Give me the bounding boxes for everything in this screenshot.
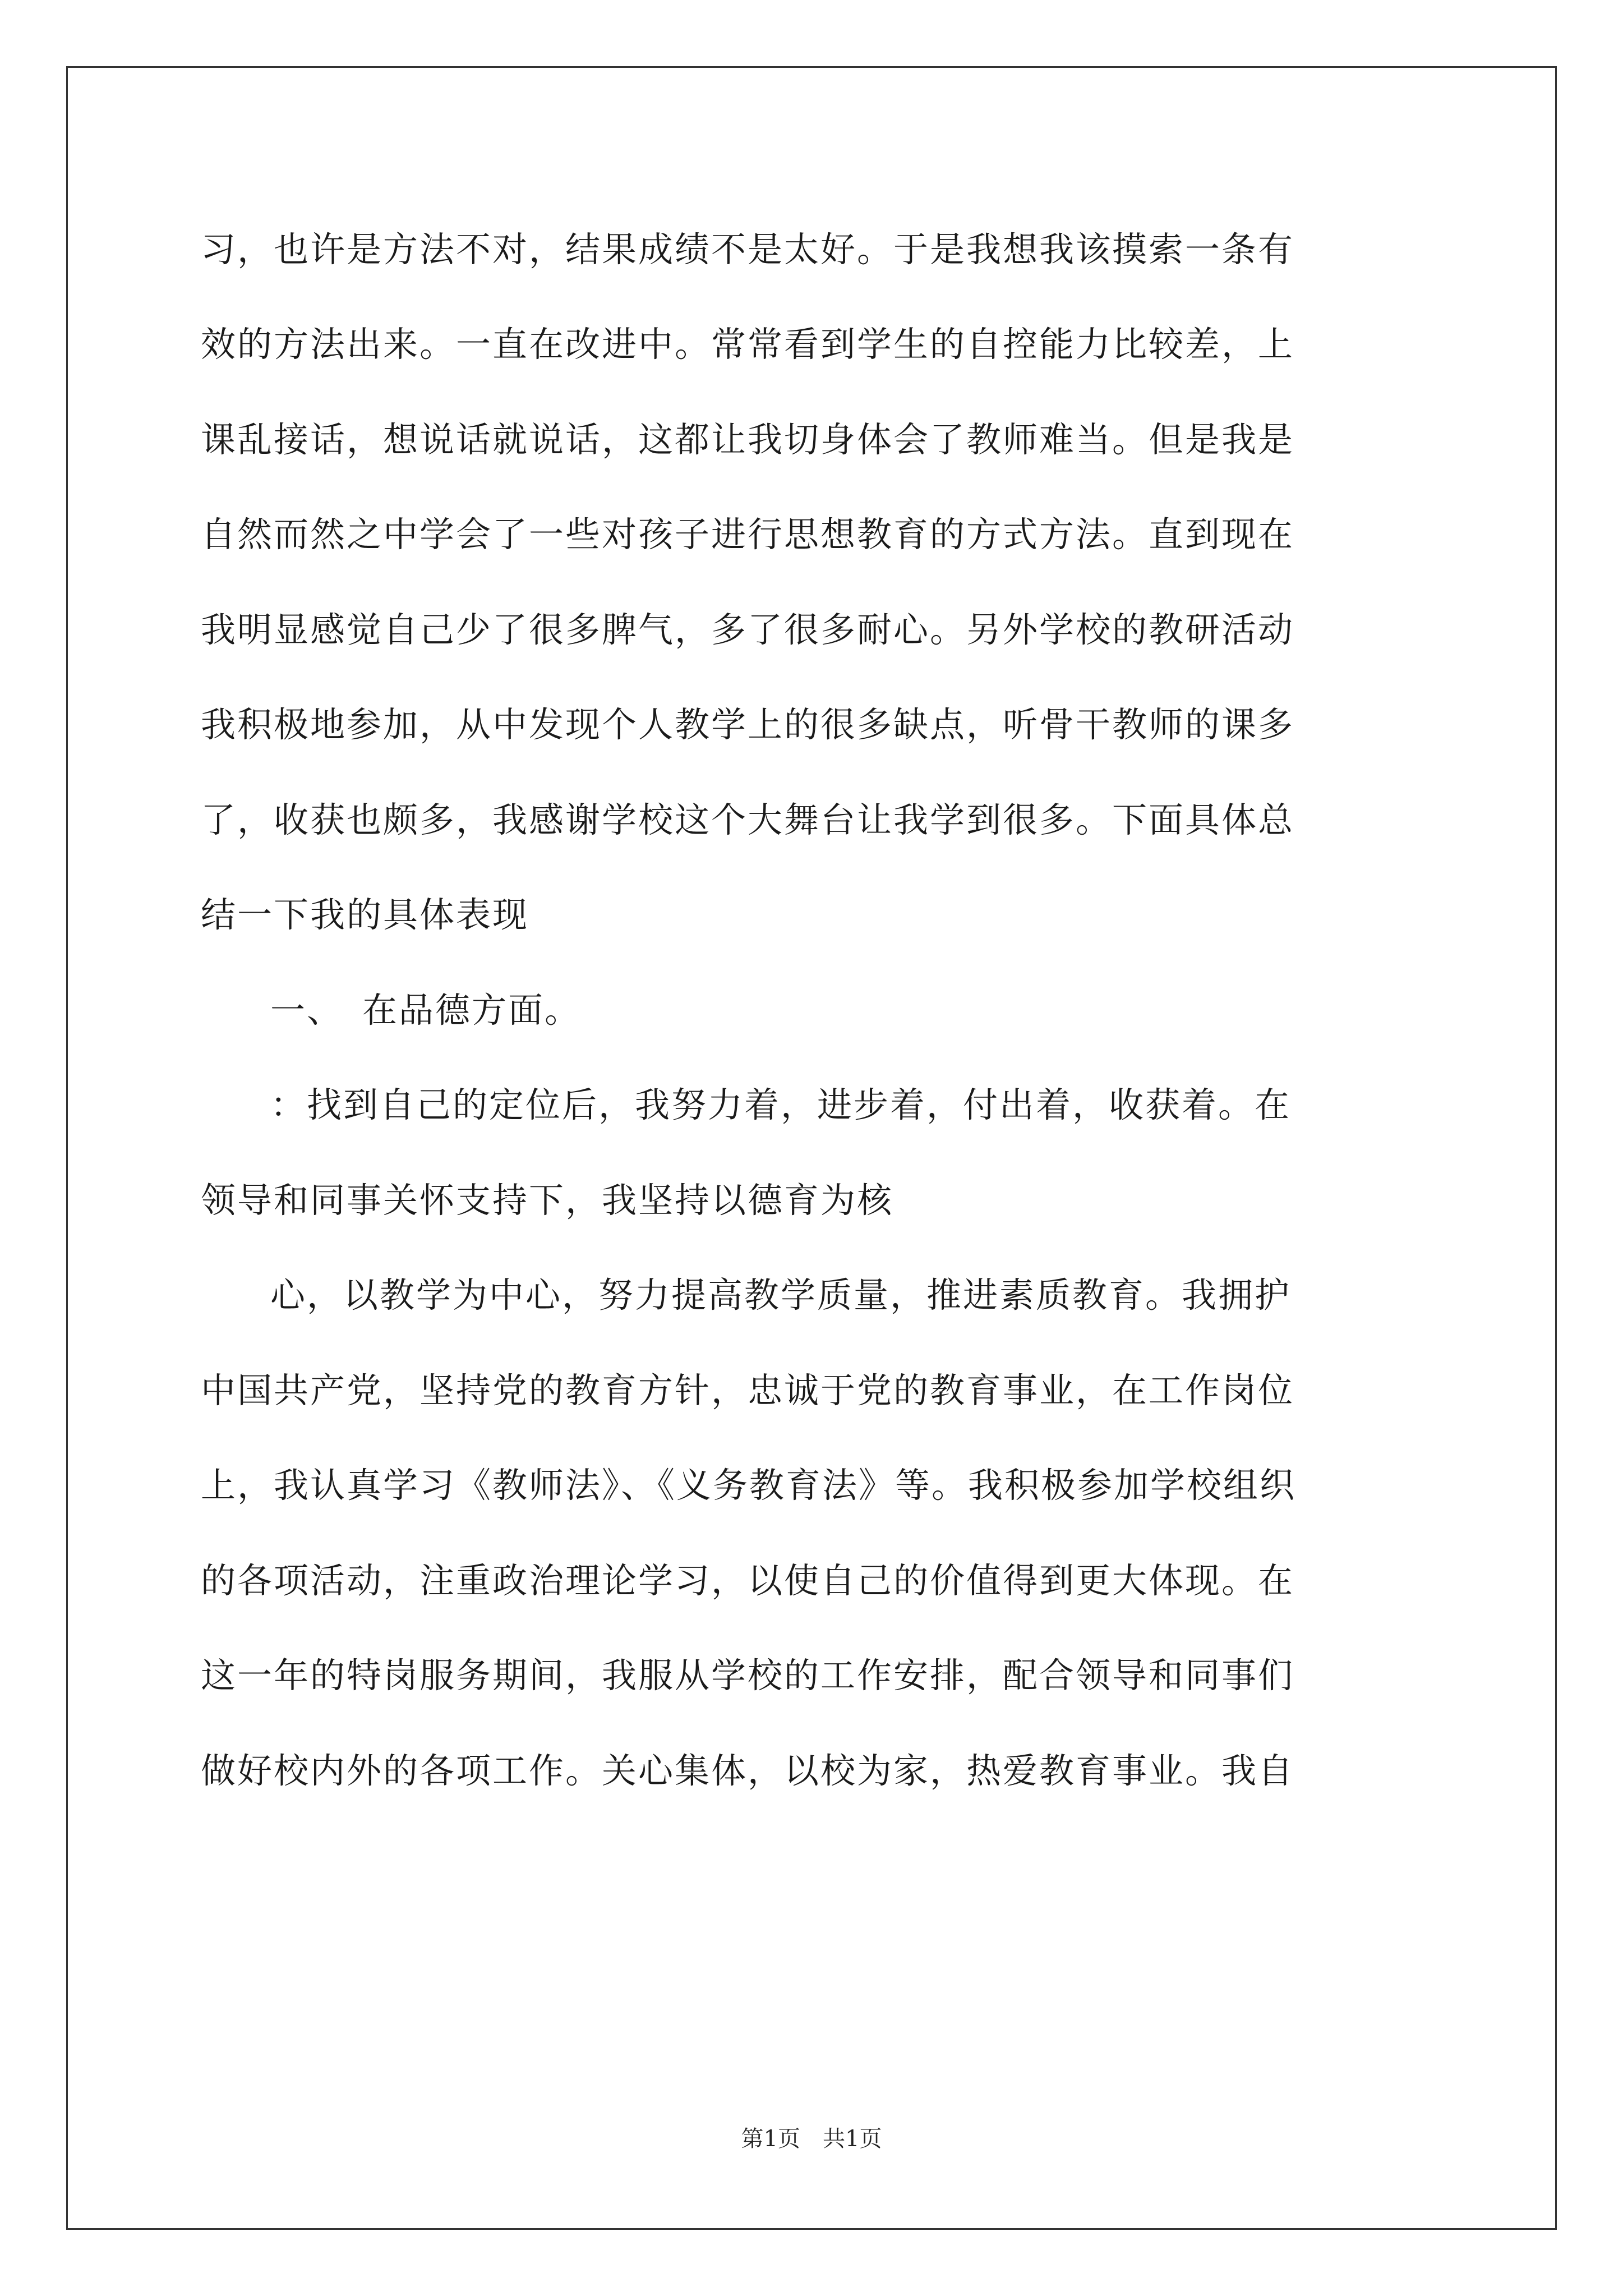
text-line: 这一年的特岗服务期间，我服从学校的工作安排，配合领导和同事们 [201,1655,1295,1696]
text-line: 做好校内外的各项工作。关心集体，以校为家，热爱教育事业。我自 [201,1750,1295,1791]
text-line: 我明显感觉自己少了很多脾气，多了很多耐心。另外学校的教研活动 [201,609,1295,650]
text-line: 效的方法出来。一直在改进中。常常看到学生的自控能力比较差，上 [201,324,1295,365]
text-line: 中国共产党，坚持党的教育方针，忠诚于党的教育事业，在工作岗位 [201,1370,1295,1411]
text-line: 自然而然之中学会了一些对孩子进行思想教育的方式方法。直到现在 [201,514,1295,555]
text-line: 课乱接话，想说话就说话，这都让我切身体会了教师难当。但是我是 [201,419,1295,460]
text-line: 习，也许是方法不对，结果成绩不是太好。于是我想我该摸索一条有 [201,229,1295,270]
text-line: 心，以教学为中心，努力提高教学质量，推进素质教育。我拥护 [270,1274,1292,1315]
text-line: 我积极地参加，从中发现个人教学上的很多缺点，听骨干教师的课多 [201,704,1295,745]
text-line: 结一下我的具体表现 [201,894,529,935]
text-line: 上，我认真学习《教师法》、《义务教育法》等。我积极参加学校组织 [201,1465,1297,1506]
page-border [66,66,1557,2230]
page-number-footer: 第1页 共1页 [741,2126,882,2152]
text-line: 的各项活动，注重政治理论学习，以使自己的价值得到更大体现。在 [201,1560,1295,1601]
text-line: 领导和同事关怀支持下，我坚持以德育为核 [201,1180,894,1221]
section-heading: 一、 在品德方面。 [270,990,582,1030]
text-line: ：找到自己的定位后，我努力着，进步着，付出着，收获着。在 [270,1084,1292,1125]
text-line: 了，收获也颇多，我感谢学校这个大舞台让我学到很多。下面具体总 [201,799,1295,840]
